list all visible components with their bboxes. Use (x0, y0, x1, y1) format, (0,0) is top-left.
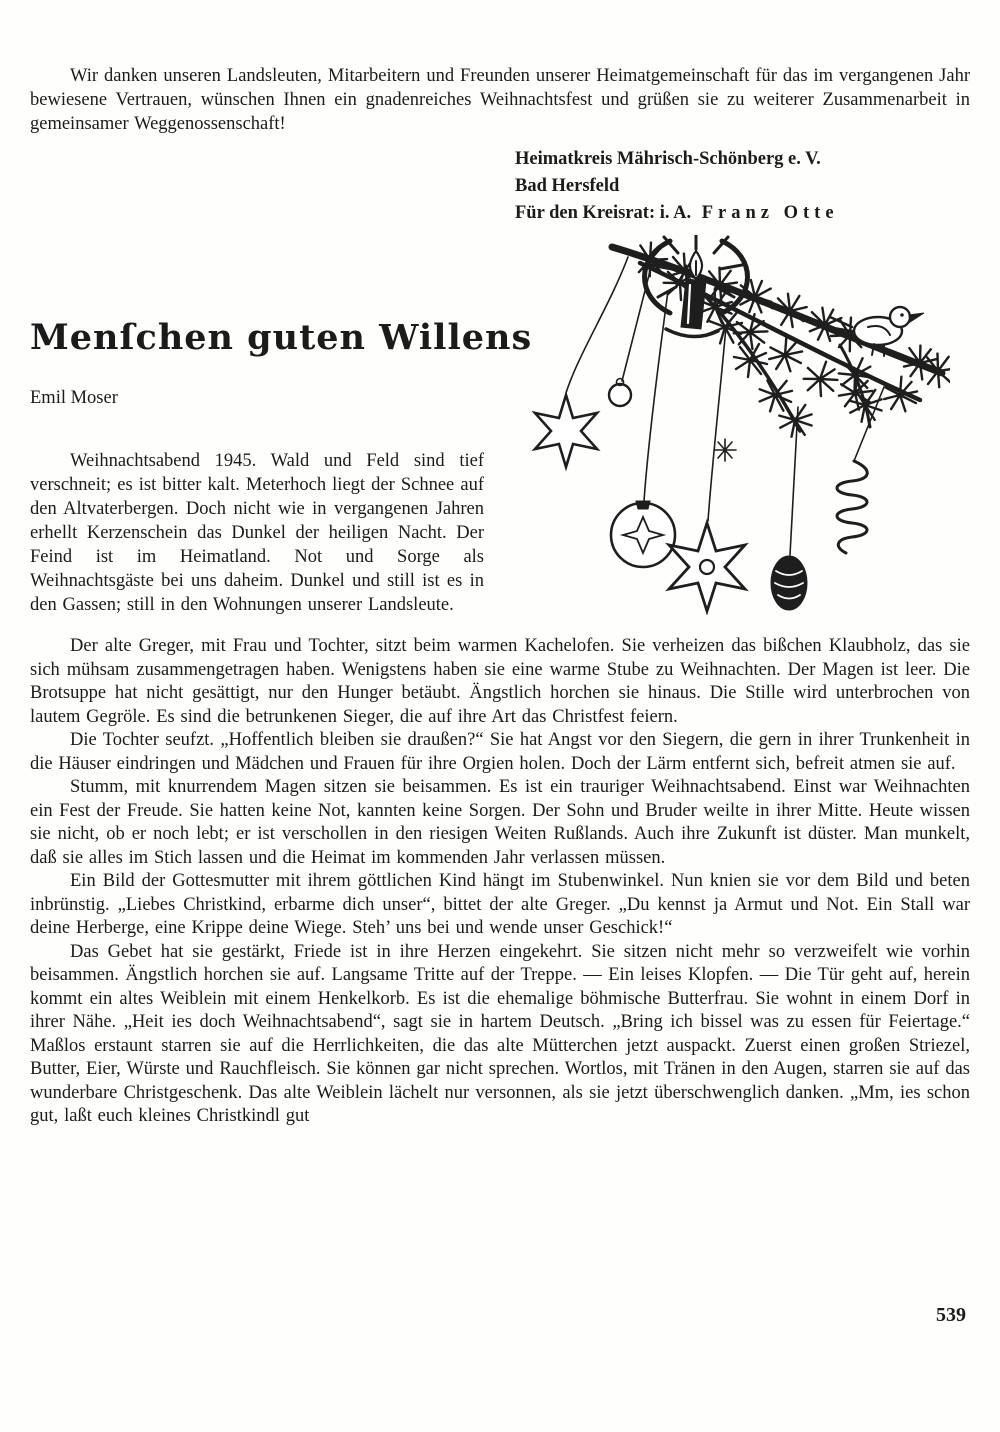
pine-cone-ornament (771, 556, 807, 610)
article-lead-section (30, 253, 970, 635)
body-paragraph: Der alte Greger, mit Frau und Tochter, sitzt beim warmen Kachelofen. Sie verheizen das bißchen Klaubholz, das sie sich mühsam zusammengetragen haben. Wenigstens haben sie eine warme Stube zu Weihnachten. Der Magen ist leer. Die Brotsuppe hat nicht gesättigt, nur den Hunger betäubt. Ängstlich horchen sie hinaus. Die Stille wird unterbrochen von lautem Gegröle. Es sind die betrunkenen Sieger, die auf ihre Art das Christfest feiern. (30, 636, 970, 727)
signature-city: Bad Hersfeld (515, 176, 620, 196)
star-outline-ornament (535, 395, 597, 467)
body-paragraph: Das Gebet hat sie gestärkt, Friede ist in ihre Herzen eingekehrt. Sie sitzen nicht mehr so verzweifelt wie vorhin beisammen. Ängstlich horchen sie auf. Langsame Tritte auf der Treppe. — Ein leises Klopfen. — Die Tür geht auf, herein kommt ein altes Weiblein mit einem Henkelkorb. Es ist die ehemalige böhmische Butterfrau. Sie wohnt in einem Dorf in ihrer Nähe. „Heit ies doch Weihnachtsabend“, sagt sie in hartem Deutsch. „Bring ich bissel was zu essen für Feiertage.“ Maßlos erstaunt starren sie auf die Herrlichkeiten, die das alte Mütterchen jetzt auspackt. Zuerst einen großen Striezel, Butter, Eier, Würste und Rauchfleisch. Sie können gar nicht sprechen. Wortlos, mit Tränen in den Augen, starren sie auf das wunderbare Christgeschenk. Das alte Weiblein lächelt nur versonnen, als sie jetzt überschwenglich danken. „Mm, ies schon gut, laßt euch kleines Christkindl gut (30, 941, 970, 1126)
body-paragraph: Stumm, mit knurrendem Magen sitzen sie beisammen. Es ist ein trauriger Weihnachtsabend. Einst war Weihnachten ein Fest der Freude. Sie hatten keine Not, kannten keine Sorgen. Der Sohn und Bruder weilte in ihrer Mitte. Heute wissen sie nicht, ob er noch lebt; er ist verschollen in den riesigen Weiten Rußlands. Auch ihre Zukunft ist düster. Man munkelt, daß sie alles im Stich lassen und die Heimat im kommenden Jahr verlassen müssen. (30, 777, 970, 868)
article-body (30, 635, 970, 1129)
sparkle-icon (714, 439, 736, 461)
article-title: Menſchen guten Willens (30, 317, 533, 358)
small-bauble-ornament (609, 379, 631, 407)
ornament-strings (566, 257, 884, 555)
body-paragraph: Ein Bild der Gottesmutter mit ihrem göttlichen Kind hängt im Stubenwinkel. Nun knien sie vor dem Bild und beten inbrünstig. „Liebes Christkind, erbarme dich unser“, bittet der alte Greger. „Du kennst ja Armut und Not. Ein Stall war deine Herberge, eine Krippe deine Wiege. Steh’ uns bei und wende unser Geschick!“ (30, 871, 970, 938)
spiral-ornament (837, 461, 867, 553)
star-ornament (669, 523, 745, 611)
signature-org: Heimatkreis Mährisch-Schönberg e. V. (515, 149, 821, 169)
fir-branch (612, 240, 950, 438)
page-number: 539 (936, 1304, 966, 1326)
body-paragraph: Die Tochter seufzt. „Hoffentlich bleiben sie draußen?“ Sie hat Angst vor den Siegern, die gern in ihrer Trunkenheit in die Häuser eindringen und Mädchen und Frauen für ihre Orgien holen. Doch der Lärm entfernt sich, befreit atmen sie auf. (30, 730, 970, 774)
signature-kreisrat-name: Franz Otte (701, 203, 839, 223)
article-author: Emil Moser (30, 388, 118, 408)
illustration-column (500, 235, 970, 635)
christmas-branch-illustration (500, 235, 950, 635)
signature-kreisrat-label: Für den Kreisrat: i. A. (515, 203, 692, 223)
signature-block (515, 146, 970, 227)
intro-paragraph: Wir danken unseren Landsleuten, Mitarbeitern und Freunden unserer Heimatgemeinschaft für das im vergangenen Jahr bewiesene Vertrauen, wünschen Ihnen ein gnadenreiches Weihnachtsfest und grüßen sie zu weiterer Zusammenarbeit in gemeinsamer Weggenossenschaft! (30, 66, 970, 134)
ball-ornament (611, 501, 675, 567)
article-lead-column (30, 253, 533, 635)
signature-kreisrat (515, 200, 970, 227)
lead-paragraph: Weihnachtsabend 1945. Wald und Feld sind tief verschneit; es ist bitter kalt. Meterhoch liegt der Schnee auf den Altvaterbergen. Doch nicht wie in vergangenen Jahren erhellt Kerzenschein das Dunkel der heiligen Nacht. Der Feind ist im Heimatland. Not und Sorge als Weihnachtsgäste bei uns daheim. Dunkel und still ist es in den Gassen; still in den Wohnungen unserer Landsleute. (30, 451, 484, 615)
